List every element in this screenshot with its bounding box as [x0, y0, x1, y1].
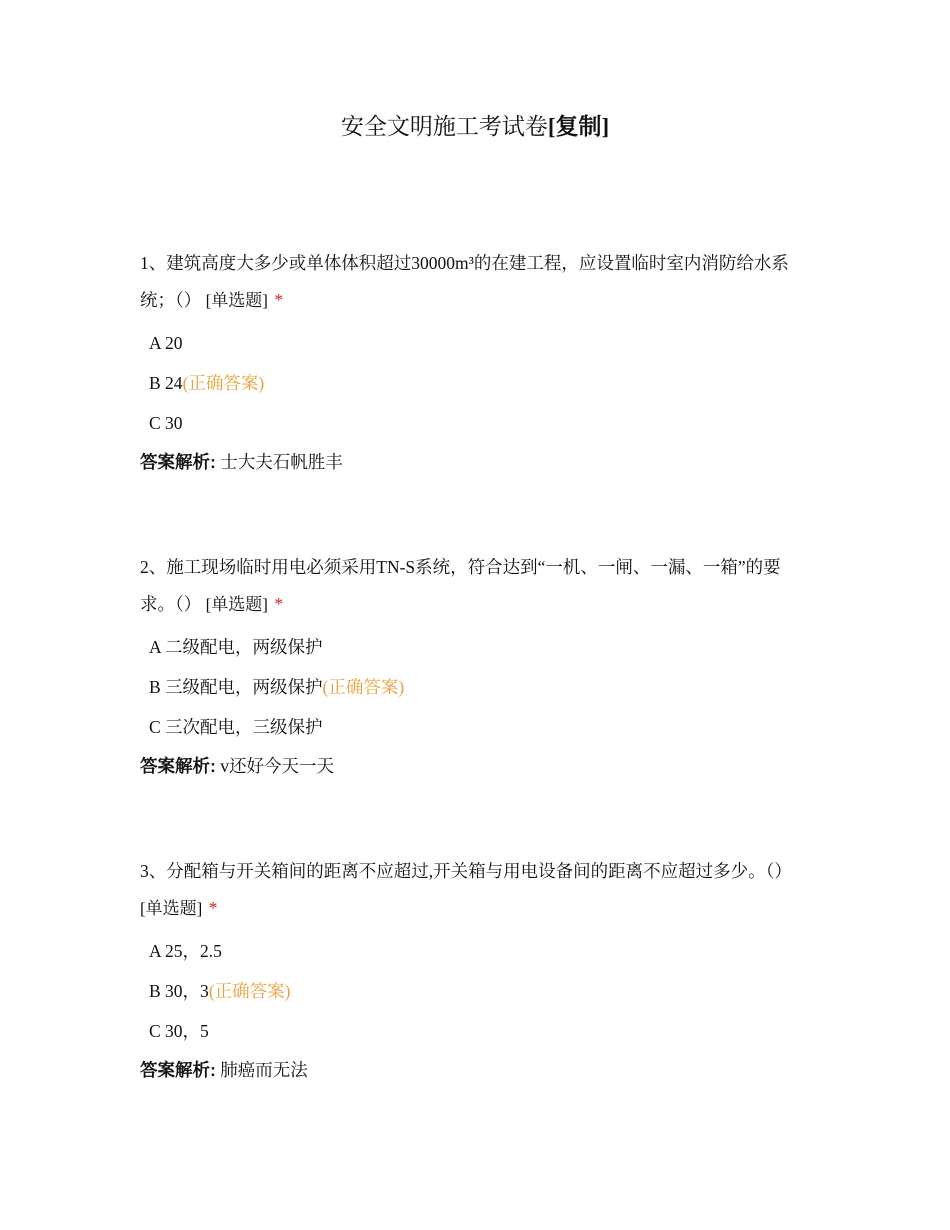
option-text: B 24 — [149, 373, 183, 393]
option-c — [140, 707, 810, 747]
option-text: A 二级配电，两级保护 — [149, 637, 323, 657]
option-text: C 三次配电，三级保护 — [149, 717, 323, 737]
title-text: 安全文明施工考试卷 — [340, 114, 548, 139]
answer-analysis — [140, 443, 810, 481]
title-copy-tag: [复制] — [547, 114, 610, 139]
answer-analysis — [140, 747, 810, 785]
question-3 — [140, 853, 810, 1089]
page-title — [0, 112, 950, 142]
option-list — [140, 323, 810, 443]
required-mark: * — [274, 594, 284, 614]
question-type: [单选题] — [205, 595, 268, 614]
option-c — [140, 403, 810, 443]
option-c — [140, 1011, 810, 1051]
option-list — [140, 627, 810, 747]
question-stem: 2、施工现场临时用电必须采用TN-S系统，符合达到“一机、一闸、一漏、一箱”的要求。（） — [140, 557, 781, 614]
question-text — [140, 549, 810, 623]
question-type: [单选题] — [140, 899, 203, 918]
option-text: C 30 — [149, 413, 183, 433]
required-mark: * — [274, 290, 284, 310]
option-b — [140, 971, 810, 1011]
analysis-label: 答案解析: — [140, 452, 216, 472]
analysis-text: 士大夫石帆胜丰 — [220, 452, 343, 472]
question-stem: 3、分配箱与开关箱间的距离不应超过,开关箱与用电设备间的距离不应超过多少。（） — [140, 861, 792, 881]
question-stem: 1、建筑高度大多少或单体体积超过30000m³的在建工程，应设置临时室内消防给水系统；（） — [140, 253, 789, 310]
analysis-label: 答案解析: — [140, 1060, 216, 1080]
option-list — [140, 931, 810, 1051]
analysis-text: v还好今天一天 — [220, 756, 334, 776]
correct-answer-marker: (正确答案) — [208, 981, 291, 1001]
question-type: [单选题] — [205, 291, 268, 310]
analysis-text: 肺癌而无法 — [220, 1060, 308, 1080]
option-text: A 20 — [149, 333, 183, 353]
analysis-label: 答案解析: — [140, 756, 216, 776]
correct-answer-marker: (正确答案) — [322, 677, 405, 697]
option-text: A 25，2.5 — [149, 941, 222, 961]
option-text: C 30，5 — [149, 1021, 209, 1041]
required-mark: * — [208, 898, 218, 918]
question-text — [140, 245, 810, 319]
option-a — [140, 931, 810, 971]
option-text: B 30，3 — [149, 981, 209, 1001]
option-b — [140, 363, 810, 403]
option-a — [140, 627, 810, 667]
option-b — [140, 667, 810, 707]
answer-analysis — [140, 1051, 810, 1089]
question-1 — [140, 245, 810, 481]
correct-answer-marker: (正确答案) — [182, 373, 265, 393]
option-text: B 三级配电，两级保护 — [149, 677, 323, 697]
question-text — [140, 853, 810, 927]
option-a — [140, 323, 810, 363]
question-2 — [140, 549, 810, 785]
